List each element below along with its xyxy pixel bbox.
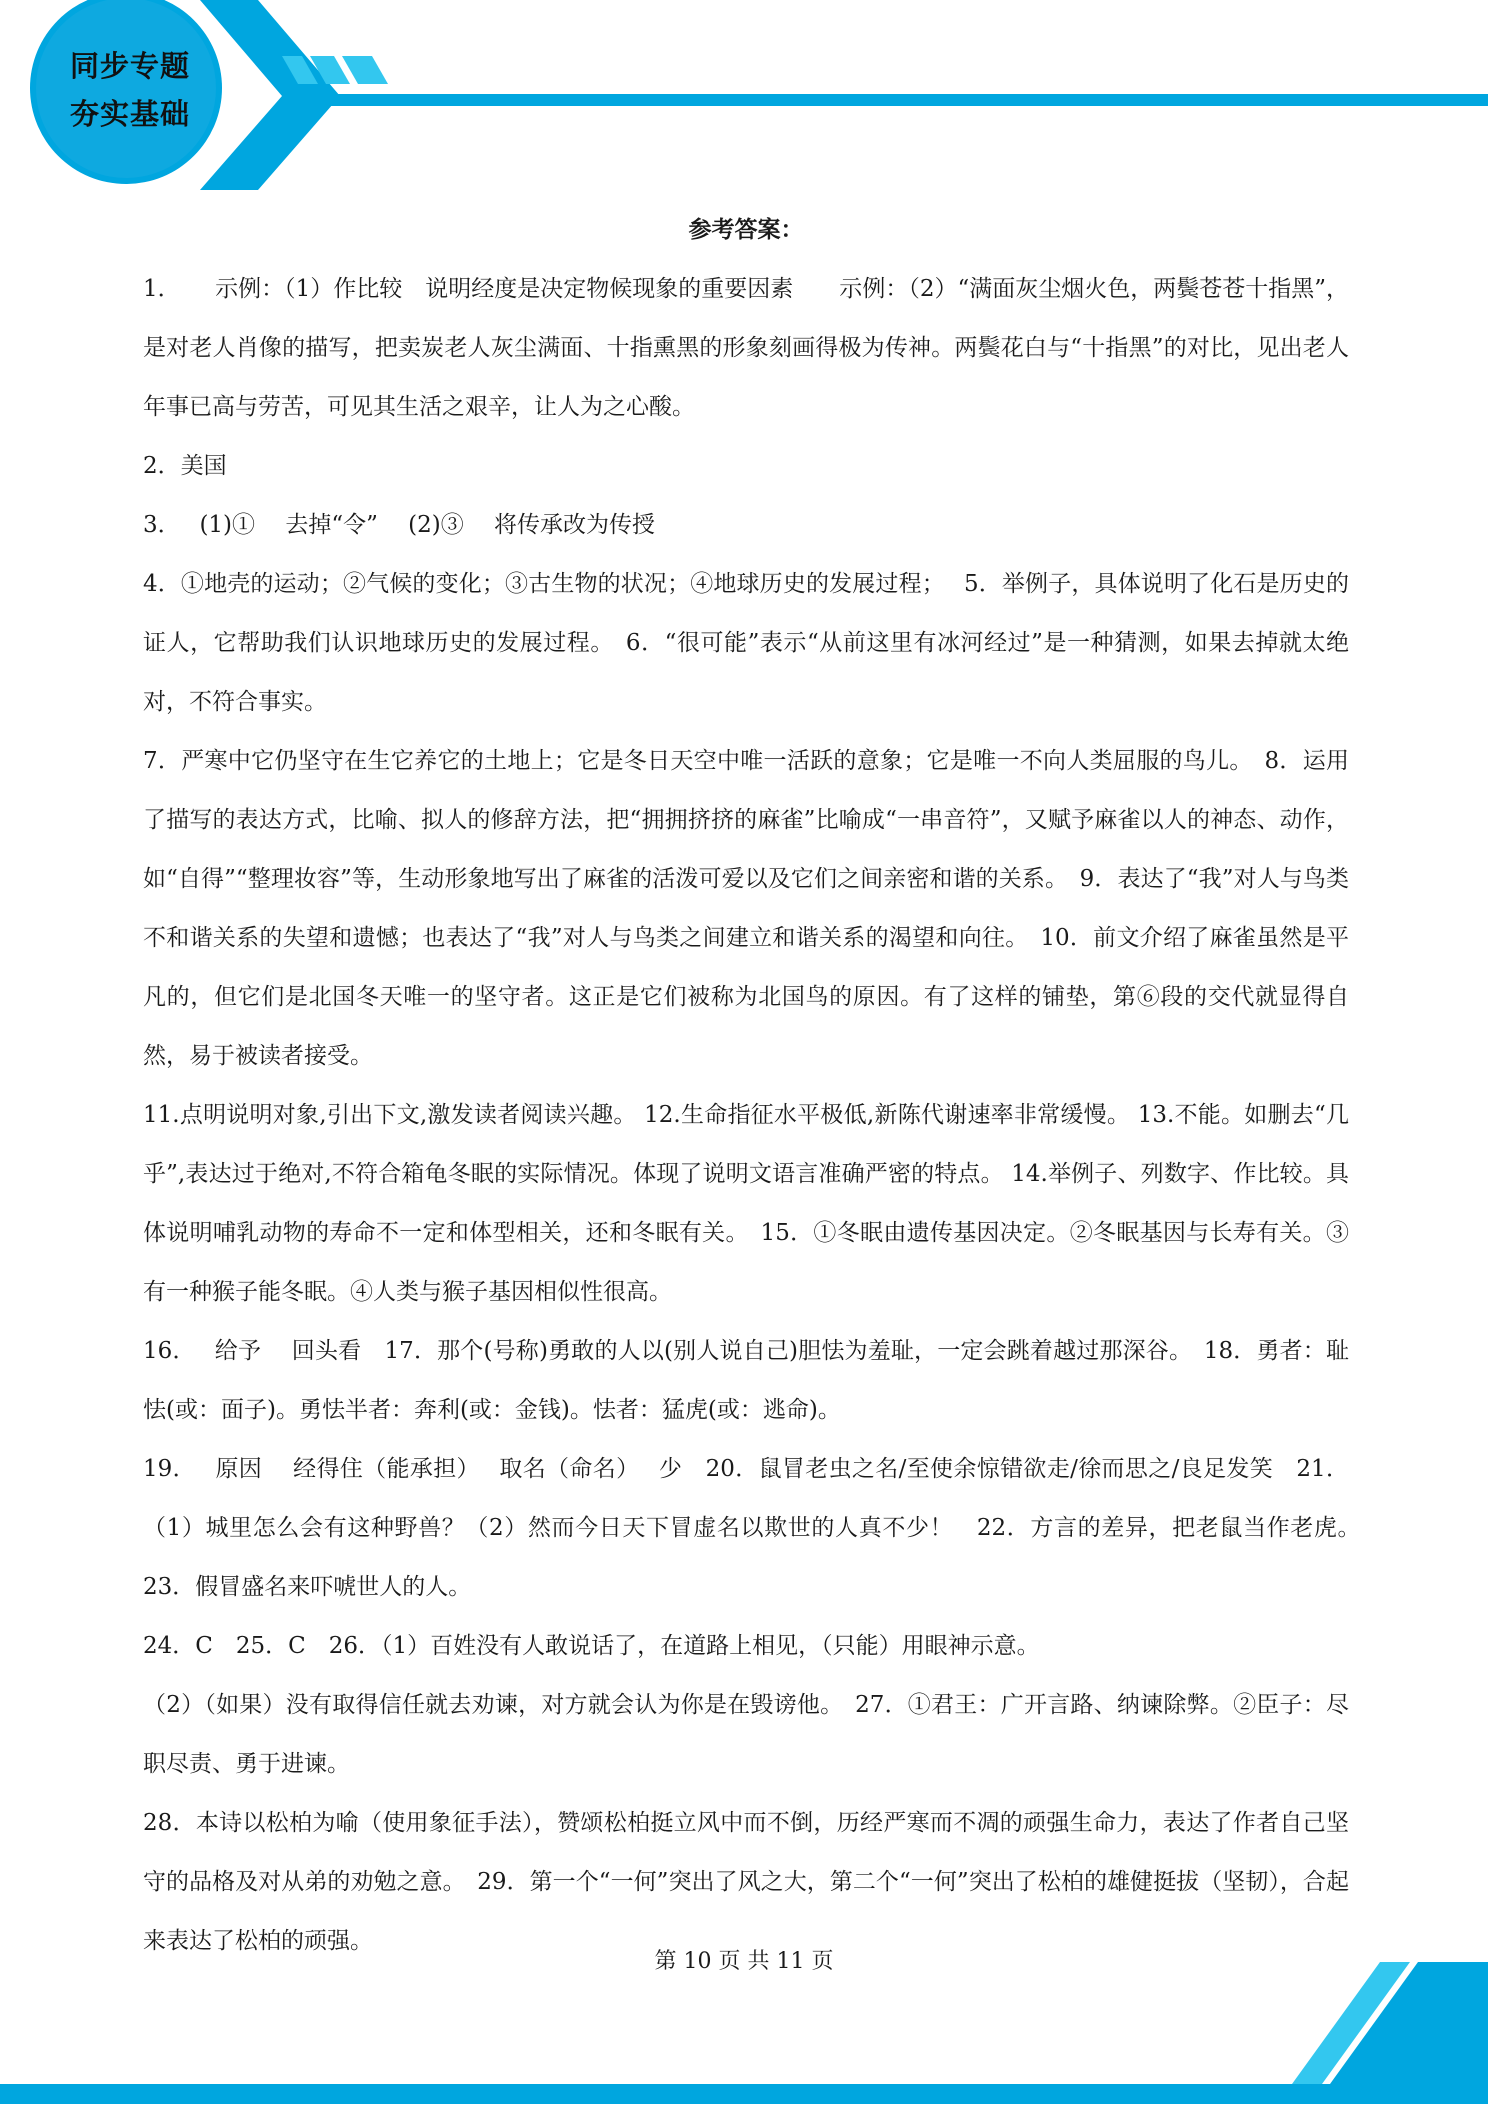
answer-content bbox=[143, 210, 1372, 1971]
footer-banner-graphic bbox=[0, 1960, 1488, 2104]
page-title: 参考答案： bbox=[688, 217, 804, 243]
answer-paragraph: 24．C 25．C 26．（1）百姓没有人敢说话了，在道路上相见，（只能）用眼神示意。 bbox=[143, 1633, 1040, 1659]
answer-paragraph: 28．本诗以松柏为喻（使用象征手法），赞颂松柏挺立风中而不倒，历经严寒而不凋的顽强生命力，表达了作者自己坚守的品格及对从弟的劝勉之意。 29．第一个“一何”突出了风之大，第二个“一何”突出了松柏的雄健挺拔（坚韧），合起来表达了松柏的顽强。 bbox=[143, 1810, 1349, 1954]
page-number: 第 10 页 共 11 页 bbox=[654, 1949, 834, 1974]
answer-paragraph: （2）（如果）没有取得信任就去劝谏，对方就会认为你是在毁谤他。 27．①君王：广开言路、纳谏除弊。②臣子：尽职尽责、勇于进谏。 bbox=[143, 1692, 1349, 1777]
footer-rule bbox=[0, 2084, 1488, 2104]
answer-paragraph: 11.点明说明对象,引出下文,激发读者阅读兴趣。 12.生命指征水平极低,新陈代谢速率非常缓慢。 13.不能。如删去“几乎”,表达过于绝对,不符合箱龟冬眠的实际情况。体现了说明文语言准确严密的特点。 14.举例子、列数字、作比较。具体说明哺乳动物的寿命不一定和体型相关，还和冬眠有关。 15．①冬眠由遗传基因决定。②冬眠基因与长寿有关。③有一种猴子能冬眠。④人类与猴子基因相似性很高。 bbox=[143, 1102, 1349, 1305]
answer-paragraph: 2．美国 bbox=[143, 453, 227, 479]
header-badge bbox=[34, 0, 226, 180]
badge-line-1: 同步专题 bbox=[69, 49, 190, 83]
answer-paragraph: 4．①地壳的运动；②气候的变化；③古生物的状况；④地球历史的发展过程； 5．举例子，具体说明了化石是历史的证人，它帮助我们认识地球历史的发展过程。 6．“很可能”表示“从前这里有冰河经过”是一种猜测，如果去掉就太绝对，不符合事实。 bbox=[143, 571, 1349, 715]
badge-line-2: 夯实基础 bbox=[69, 97, 190, 131]
header-stripe-3 bbox=[342, 56, 388, 84]
answer-paragraph: 1． 示例：（1）作比较 说明经度是决定物候现象的重要因素 示例：（2）“满面灰尘烟火色，两鬓苍苍十指黑”，是对老人肖像的描写，把卖炭老人灰尘满面、十指熏黑的形象刻画得极为传神。两鬓花白与“十指黑”的对比，见出老人年事已高与劳苦，可见其生活之艰辛，让人为之心酸。 bbox=[143, 276, 1349, 420]
answer-paragraph: 3． (1)① 去掉“令” (2)③ 将传承改为传授 bbox=[143, 512, 656, 538]
answer-paragraph: 7．严寒中它仍坚守在生它养它的土地上；它是冬日天空中唯一活跃的意象；它是唯一不向人类屈服的鸟儿。 8．运用了描写的表达方式，比喻、拟人的修辞方法，把“拥拥挤挤的麻雀”比喻成“一串音符”，又赋予麻雀以人的神态、动作，如“自得”“整理妆容”等，生动形象地写出了麻雀的活泼可爱以及它们之间亲密和谐的关系。 9．表达了“我”对人与鸟类不和谐关系的失望和遗憾；也表达了“我”对人与鸟类之间建立和谐关系的渴望和向往。 10．前文介绍了麻雀虽然是平凡的，但它们是北国冬天唯一的坚守者。这正是它们被称为北国鸟的原因。有了这样的铺垫，第⑥段的交代就显得自然，易于被读者接受。 bbox=[143, 748, 1349, 1069]
answer-paragraph: 16． 给予 回头看 17．那个(号称)勇敢的人以(别人说自己)胆怯为羞耻，一定会跳着越过那深谷。 18．勇者：耻怯(或：面子)。勇怯半者：奔利(或：金钱)。怯者：猛虎(或：逃命)。 bbox=[143, 1338, 1349, 1423]
answer-paragraph: 19． 原因 经得住（能承担） 取名（命名） 少 20．鼠冒老虫之名/至使余惊错欲走/徐而思之/良足发笑 21．（1）城里怎么会有这种野兽？（2）然而今日天下冒虚名以欺世的人真不少！ 22．方言的差异，把老鼠当作老虎。 23．假冒盛名来吓唬世人的人。 bbox=[143, 1456, 1372, 1600]
header-rule bbox=[282, 94, 1488, 106]
